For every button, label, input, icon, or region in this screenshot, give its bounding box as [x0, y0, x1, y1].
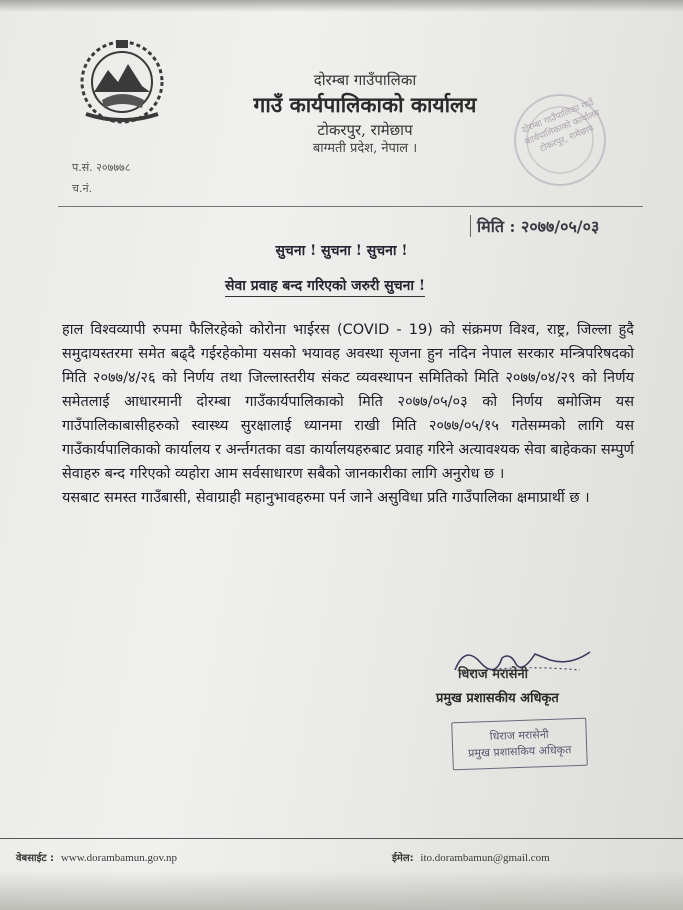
dispatch-number: च.नं. [72, 182, 93, 195]
page-shadow-top [0, 0, 683, 12]
office-name: दोरम्बा गाउँपालिका [313, 71, 417, 89]
body-paragraph: हाल विश्वव्यापी रुपमा फैलिरहेको कोरोना भाईरस (COVID - 19) को संक्रमण विश्व, राष्ट्र, जिल्ला हुदै समुदायस्तरमा समेत बढ्दै गईरहेकोमा यसको भयावह अवस्था सृजना हुन नदिन नेपाल सरकार मन्त्रिपरिषदको मिति २०७७/४/२६ को निर्णय तथा जिल्लास्तरीय संकट व्यवस्थापन समितिको मिति २०७७/०४/२९ को निर्णय समेतलाई आधारमानी दोरम्बा गाउँकार्यपालिकाको मिति २०७७/०५/०३ को निर्णय बमोजिम यस गाउँपालिकाबासीहरुको स्वास्थ्य सुरक्षालाई ध्यानमा राखी मिति २०७७/०५/१५ गतेसम्मको लागि यस गाउँकार्यपालिकाको कार्यालय र अर्न्तगतका वडा कार्यालयहरुबाट प्रवाह गरिने अत्यावश्यक सेवा बाहेकका सम्पुर्ण सेवाहरु बन्द गरिएको व्यहोरा आम सर्वसाधारण सबैको जानकारीका लागि अनुरोध छ । [62, 322, 634, 482]
reference-number: प.सं. २०७७७८ [72, 161, 131, 174]
footer-website [16, 850, 177, 864]
stamp-name: धिराज मरासेनी [489, 727, 549, 744]
notice-subject: सेवा प्रवाह बन्द गरिएको जरुरी सुचना ! [225, 276, 425, 297]
website-label: वेबसाईट : [16, 853, 55, 864]
header-divider [58, 206, 643, 207]
email-label: ईमेल: [392, 853, 414, 864]
footer-divider [0, 838, 683, 839]
body-paragraph: यसबाट समस्त गाउँबासी, सेवाग्राही महानुभावहरुमा पर्न जाने असुविधा प्रति गाउँपालिका क्षमाप्रार्थी छ । [62, 490, 590, 506]
website-link[interactable]: www.dorambamun.gov.np [60, 852, 178, 864]
page-shadow-bottom [0, 870, 683, 910]
notice-body [62, 318, 634, 510]
office-province: बाग्मती प्रदेश, नेपाल । [312, 141, 418, 156]
stamp-role: प्रमुख प्रशासकिय अधिकृत [467, 743, 572, 760]
office-place: टोकरपुर, रामेछाप [317, 121, 413, 139]
signatory-role: प्रमुख प्रशासकीय अधिकृत [436, 691, 559, 706]
notice-heading: सुचना ! सुचना ! सुचना ! [275, 243, 408, 259]
government-emblem-icon [72, 30, 172, 130]
name-stamp [451, 718, 588, 771]
letter-date: मिति : २०७७/०५/०३ [470, 215, 652, 237]
signatory-name: धिराज मरासेनी [458, 667, 529, 682]
letterhead [200, 70, 530, 158]
footer-email [392, 850, 550, 864]
seal-text: दोरम्बा गाउँपालिका गाउँ कार्यपालिकाको कार्यालय टोकरपुर, रामेछाप [520, 97, 602, 155]
office-title: गाउँ कार्यपालिकाको कार्यालय [253, 92, 477, 117]
email-link[interactable]: ito.dorambamun@gmail.com [420, 852, 550, 864]
